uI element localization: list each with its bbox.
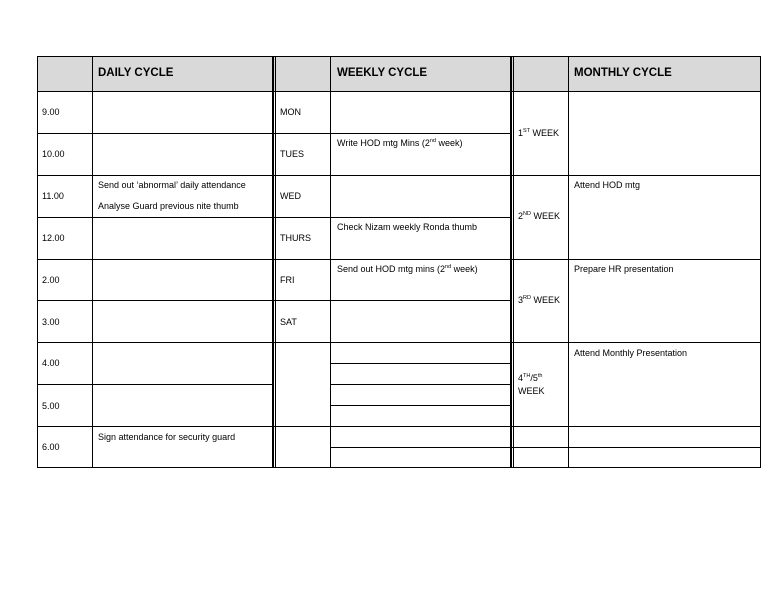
weekly-task-thurs: Check Nizam weekly Ronda thumb [337,222,478,232]
weekly-cycle-header: WEEKLY CYCLE [337,67,428,79]
time-label: 11.00 [42,191,64,201]
weekly-row-divider [274,259,512,260]
monthly-row-divider [512,259,761,260]
day-label: SAT [280,317,297,327]
daily-row-divider [37,384,274,385]
monthly-task: Attend HOD mtg [574,180,641,190]
weekly-sub-divider [331,405,512,406]
week-sup: ST [523,128,531,134]
table-top-border [37,56,761,57]
week-sup: RD [523,295,531,301]
monthly-cycle-header: MONTHLY CYCLE [574,67,672,79]
weekly-task-sup: nd [429,138,436,144]
daily-row-divider [37,300,274,301]
week-number: 2 [518,211,524,221]
header-bottom-border [37,91,761,92]
week-label-4-text: WEEK [518,386,545,396]
weekly-row-divider [274,217,512,218]
weekly-task-text: Send out HOD mtg mins (2 [337,264,446,274]
weekly-task-text: week) [451,264,478,274]
week-number: 1 [518,128,524,138]
daily-task: Sign attendance for security guard [98,432,236,442]
time-label: 10.00 [42,149,65,159]
monthly-row-divider [512,342,761,343]
weekly-task-tues [337,138,462,149]
weekly-row-divider [274,342,512,343]
time-label: 12.00 [42,233,65,243]
weekly-sub-divider [331,363,512,364]
week-number: 4 [518,373,524,383]
weekly-task-fri [337,264,478,275]
weekly-row-divider [274,175,512,176]
week-sup: ND [523,211,531,217]
time-label: 6.00 [42,442,60,452]
monthly-task: Prepare HR presentation [574,264,674,274]
monthly-row-divider [512,426,761,427]
daily-task: Analyse Guard previous nite thumb [98,201,239,211]
day-label: TUES [280,149,305,159]
weekly-row-divider [274,300,512,301]
daily-row-divider [37,259,274,260]
daily-row-divider [37,426,274,427]
day-label: FRI [280,275,295,285]
time-label: 9.00 [42,107,60,117]
weekly-task-text: week) [435,138,463,148]
daily-row-divider [37,217,274,218]
day-label: WED [280,191,301,201]
day-label: THURS [280,233,311,243]
week-text: /5 [530,373,538,383]
weekly-row-divider [274,426,512,427]
week-label-1 [518,128,559,139]
day-label: MON [280,107,301,117]
week-number: 3 [518,295,524,305]
monthly-task: Attend Monthly Presentation [574,348,688,358]
daily-task: Send out ‘abnormal’ daily attendance [98,180,246,190]
weekly-sub-divider [331,447,512,448]
weekly-task-text: Write HOD mtg Mins (2 [337,138,430,148]
monthly-week-divider [568,56,569,468]
daily-row-divider [37,133,274,134]
daily-cycle-header: DAILY CYCLE [98,67,174,79]
week-sup: TH [523,373,531,379]
week-sup: th [537,373,543,379]
monthly-row-divider [512,175,761,176]
section-divider-weekly-monthly [510,56,512,468]
week-label-4 [518,373,542,384]
weekly-sub-divider [331,384,512,385]
weekly-task-sup: nd [445,264,452,270]
section-divider-daily-weekly [272,56,274,468]
table-bottom-border [37,467,761,468]
table-right-border [760,56,761,468]
monthly-row-divider [512,447,761,448]
time-label: 2.00 [42,275,60,285]
section-divider-daily-weekly [275,56,276,468]
daily-row-divider [37,342,274,343]
week-text: WEEK [530,128,560,138]
section-divider-weekly-monthly [513,56,514,468]
daily-row-divider [37,175,274,176]
time-label: 4.00 [42,358,60,368]
week-label-3 [518,295,560,306]
week-text: WEEK [530,211,560,221]
weekly-row-divider [274,133,512,134]
weekly-day-divider [330,56,331,468]
week-label-2 [518,211,560,222]
time-label: 3.00 [42,317,60,327]
week-text: WEEK [530,295,560,305]
daily-time-divider [92,56,93,468]
table-left-border [37,56,38,468]
time-label: 5.00 [42,401,60,411]
